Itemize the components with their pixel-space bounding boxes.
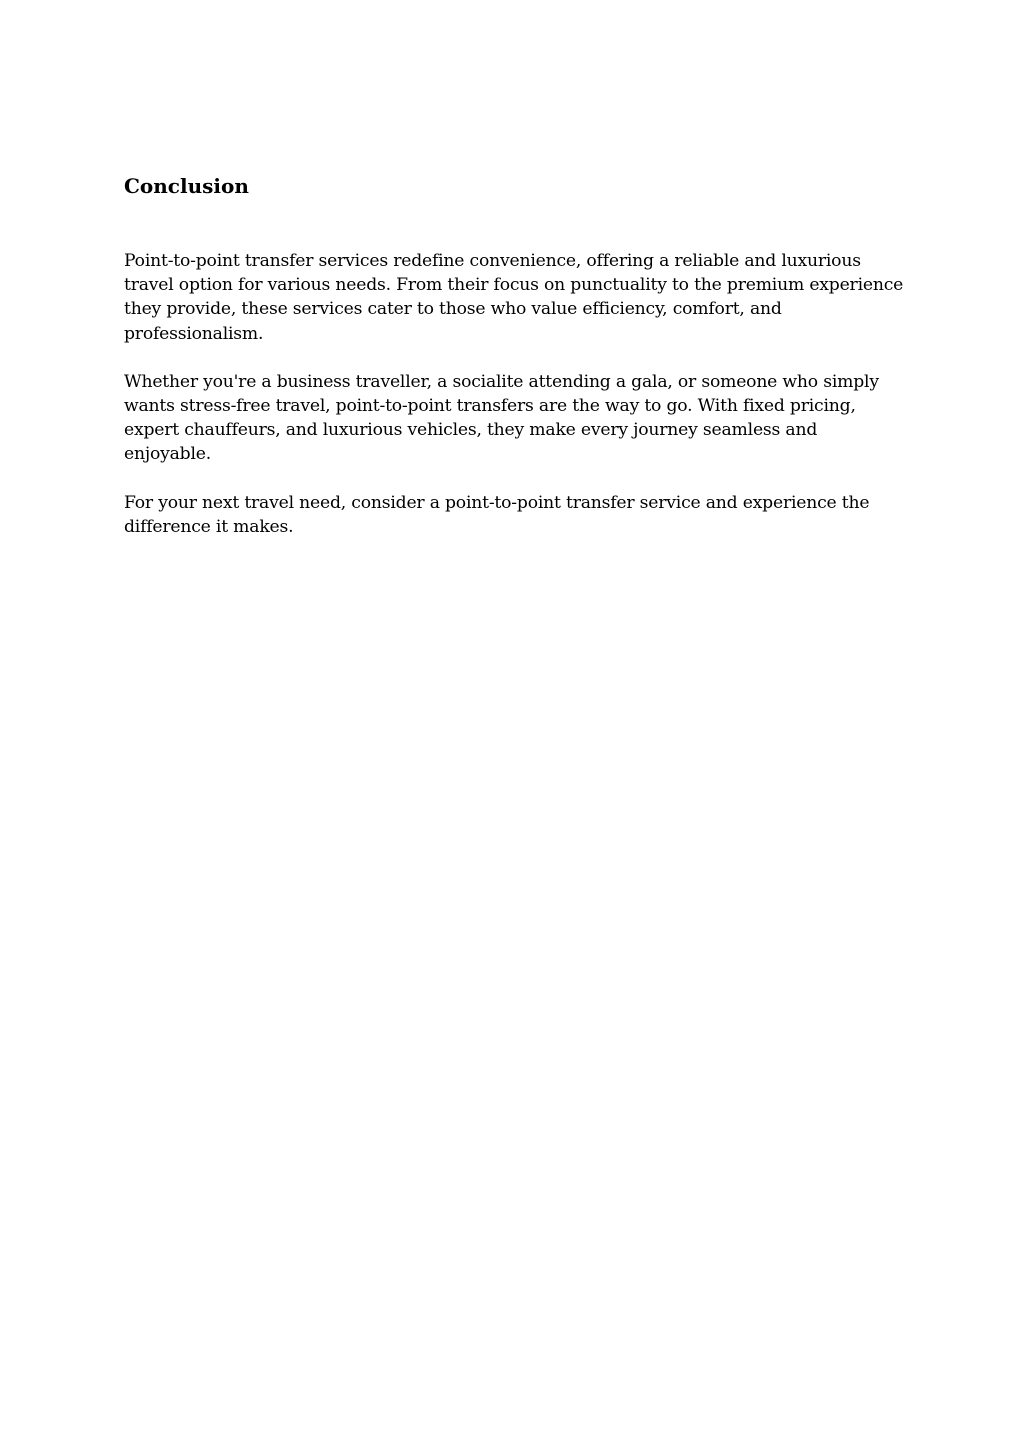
paragraph-1: Point-to-point transfer services redefine convenience, offering a reliable and luxurious travel option for various needs. From their focus on punctuality to the premium experience they provide, these services cater to those who value efficiency, comfort, and professionalism. bbox=[124, 251, 904, 344]
body-text bbox=[124, 249, 906, 539]
document-content bbox=[124, 172, 906, 563]
paragraph-3: For your next travel need, consider a point-to-point transfer service and experience the difference it makes. bbox=[124, 492, 870, 537]
paragraph-2: Whether you're a business traveller, a socialite attending a gala, or someone who simply wants stress-free travel, point-to-point transfers are the way to go. With fixed pricing, expert chauffeurs, and luxurious vehicles, they make every journey seamless and enjoyable. bbox=[124, 371, 879, 465]
section-heading: Conclusion bbox=[124, 174, 249, 198]
